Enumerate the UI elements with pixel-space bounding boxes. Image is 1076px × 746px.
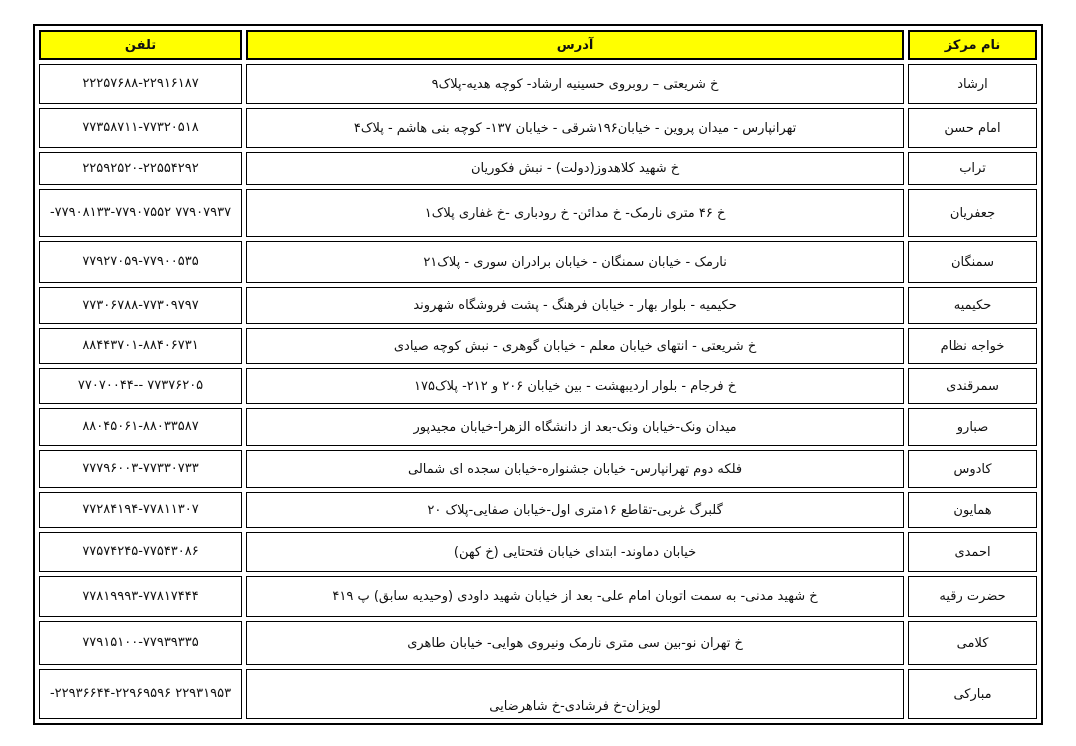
table-row (39, 368, 1037, 404)
table-row (39, 152, 1037, 185)
center-phone: ۷۷۵۷۴۲۴۵-۷۷۵۴۳۰۸۶ (39, 532, 242, 572)
center-address: لویزان-خ فرشادی-خ شاهرضایی (246, 669, 904, 719)
center-phone: ۸۸۰۴۵۰۶۱-۸۸۰۳۳۵۸۷ (39, 408, 242, 446)
center-address: حکیمیه - بلوار بهار - خیابان فرهنگ - پشت فروشگاه شهروند (246, 287, 904, 324)
center-name: تراب (908, 152, 1037, 185)
center-address: خ شریعتی - انتهای خیابان معلم - خیابان گوهری - نبش کوچه صیادی (246, 328, 904, 364)
center-address: فلکه دوم تهرانپارس- خیابان جشنواره-خیابان سجده ای شمالی (246, 450, 904, 488)
center-phone: ۷۷۹۱۵۱۰۰-۷۷۹۳۹۳۳۵ (39, 621, 242, 665)
table-row (39, 64, 1037, 104)
center-address: تهرانپارس - میدان پروین - خیابان۱۹۶شرقی - خیابان ۱۳۷- کوچه بنی هاشم - پلاک۴ (246, 108, 904, 148)
center-address: میدان ونک-خیابان ونک-بعد از دانشگاه الزهرا-خیابان مجیدپور (246, 408, 904, 446)
center-address: خ ۴۶ متری نارمک- خ مدائن- خ رودباری -خ غفاری پلاک۱ (246, 189, 904, 237)
center-phone: ۷۷۷۹۶۰۰۳-۷۷۳۳۰۷۳۳ (39, 450, 242, 488)
center-address: خیابان دماوند- ابتدای خیابان فتحتایی (خ کهن) (246, 532, 904, 572)
center-name: کادوس (908, 450, 1037, 488)
center-phone: ۷۷۳۰۶۷۸۸-۷۷۳۰۹۷۹۷ (39, 287, 242, 324)
table-row (39, 621, 1037, 665)
center-address: خ شهید کلاهدوز(دولت) - نبش فکوریان (246, 152, 904, 185)
center-name: امام حسن (908, 108, 1037, 148)
center-name: جعفریان (908, 189, 1037, 237)
centers-table (33, 24, 1043, 725)
center-phone: ۷۷۸۱۹۹۹۳-۷۷۸۱۷۴۴۴ (39, 576, 242, 617)
center-name: سمرقندی (908, 368, 1037, 404)
table-row (39, 189, 1037, 237)
center-phone: -۲۲۹۳۶۶۴۴-۲۲۹۶۹۵۹۶ ۲۲۹۳۱۹۵۳ (39, 669, 242, 719)
center-name: کلامی (908, 621, 1037, 665)
table-row (39, 492, 1037, 528)
center-address: گلبرگ غربی-تقاطع ۱۶متری اول-خیابان صفایی-پلاک ۲۰ (246, 492, 904, 528)
center-name: سمنگان (908, 241, 1037, 283)
table-row (39, 450, 1037, 488)
center-address: خ شهید مدنی- به سمت اتوبان امام علی- بعد از خیابان شهید داودی (وحیدیه سابق) پ ۴۱۹ (246, 576, 904, 617)
center-phone: ۲۲۲۵۷۶۸۸-۲۲۹۱۶۱۸۷ (39, 64, 242, 104)
center-name: ارشاد (908, 64, 1037, 104)
center-name: احمدی (908, 532, 1037, 572)
table-row (39, 576, 1037, 617)
header-phone: تلفن (39, 30, 242, 60)
center-name: خواجه نظام (908, 328, 1037, 364)
center-address: خ تهران نو-بین سی متری نارمک ونیروی هوایی- خیابان طاهری (246, 621, 904, 665)
center-phone: ۷۷۳۵۸۷۱۱-۷۷۳۲۰۵۱۸ (39, 108, 242, 148)
center-phone: -۷۷۹۰۸۱۳۳-۷۷۹۰۷۵۵۲ ۷۷۹۰۷۹۳۷ (39, 189, 242, 237)
center-phone: ۷۷۹۲۷۰۵۹-۷۷۹۰۰۵۳۵ (39, 241, 242, 283)
header-address: آدرس (246, 30, 904, 60)
header-row (39, 30, 1037, 60)
centers-table-frame (33, 24, 1043, 714)
center-phone: ۷۷۲۸۴۱۹۴-۷۷۸۱۱۳۰۷ (39, 492, 242, 528)
center-name: مبارکی (908, 669, 1037, 719)
table-row (39, 328, 1037, 364)
header-name: نام مرکز (908, 30, 1037, 60)
table-row (39, 408, 1037, 446)
center-address: خ فرجام - بلوار اردیبهشت - بین خیابان ۲۰۶ و ۲۱۲- پلاک۱۷۵ (246, 368, 904, 404)
center-name: حضرت رقیه (908, 576, 1037, 617)
center-address: خ شریعتی – روبروی حسینیه ارشاد- کوچه هدیه-پلاک۹ (246, 64, 904, 104)
center-phone: ۷۷۰۷۰۰۴۴-- ۷۷۳۷۶۲۰۵ (39, 368, 242, 404)
table-row (39, 241, 1037, 283)
center-name: حکیمیه (908, 287, 1037, 324)
table-row (39, 532, 1037, 572)
table-row (39, 108, 1037, 148)
center-name: صبارو (908, 408, 1037, 446)
center-name: همایون (908, 492, 1037, 528)
center-address: نارمک - خیابان سمنگان - خیابان برادران سوری - پلاک۲۱ (246, 241, 904, 283)
center-phone: ۲۲۵۹۲۵۲۰-۲۲۵۵۴۲۹۲ (39, 152, 242, 185)
center-phone: ۸۸۴۴۳۷۰۱-۸۸۴۰۶۷۳۱ (39, 328, 242, 364)
table-row (39, 287, 1037, 324)
table-row (39, 669, 1037, 719)
